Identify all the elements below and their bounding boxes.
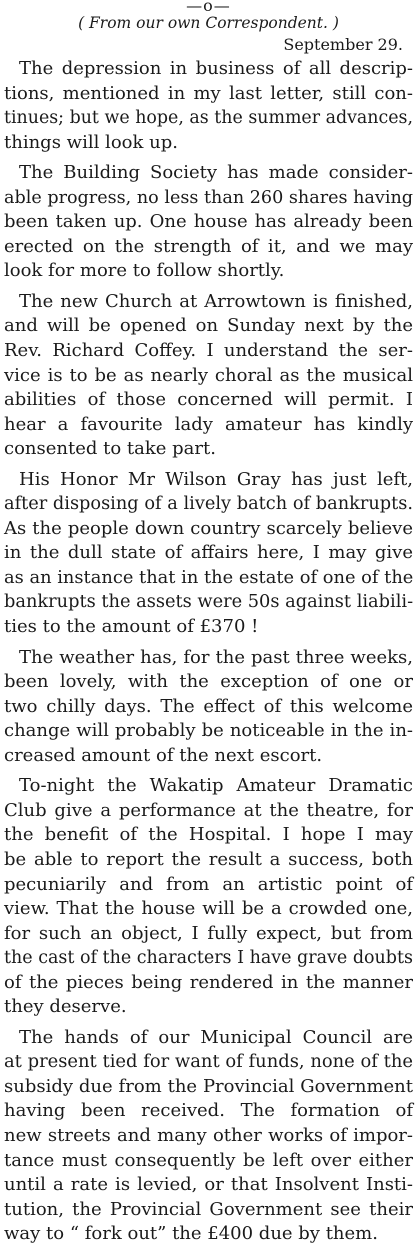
text-line: The weather has, for the past three weeks, (19, 646, 413, 668)
text-line: as an instance that in the estate of one of the (4, 566, 414, 588)
text-line: be able to report the result a success, both (4, 848, 413, 870)
text-line: look for more to follow shortly. (4, 260, 285, 282)
text-line: new streets and many other works of impor- (4, 1124, 413, 1146)
text-line: in the dull state of affairs here, I may give (4, 542, 413, 564)
text-line: change will probably be noticeable in the in- (4, 720, 413, 742)
text-line: hear a favourite lady amateur has kindly (4, 413, 413, 435)
article-paragraph (4, 468, 413, 640)
text-line: consented to take part. (4, 438, 216, 460)
article-paragraph (4, 290, 413, 462)
text-line: erected on the strength of it, and we may (4, 235, 413, 257)
text-line: As the people down country scarcely believe (4, 517, 413, 539)
text-line: been taken up. One house has already been (4, 211, 413, 233)
text-line: tution, the Provincial Government see their (4, 1198, 413, 1220)
text-line: able progress, no less than 260 shares having (4, 187, 413, 208)
article-paragraph (4, 57, 413, 155)
text-line: having been received. The formation of (4, 1100, 413, 1122)
text-line: subsidy due from the Provincial Government (4, 1075, 413, 1097)
news-column (4, 0, 413, 1253)
text-line: The hands of our Municipal Council are (19, 1026, 413, 1048)
text-line: they deserve. (4, 996, 127, 1018)
text-line: tions, mentioned in my last letter, still con- (4, 82, 413, 104)
text-line: tance must consequently be left over either (4, 1149, 413, 1171)
text-line: the cast of the characters I have grave doubts (4, 948, 413, 969)
text-line: for such an object, I fully expect, but from (4, 922, 413, 944)
text-line: the benefit of the Hospital. I hope I may (4, 824, 413, 846)
text-line: bankrupts the assets were 50s against liabili- (4, 591, 414, 613)
text-line: Rev. Richard Coffey. I understand the ser- (4, 340, 413, 362)
text-line: tinues; but we hope, as the summer advances, (4, 108, 413, 129)
text-line: The new Church at Arrowtown is finished, (19, 290, 413, 312)
article-paragraph (4, 1026, 413, 1247)
text-line: of the pieces being rendered in the manner (4, 971, 413, 993)
text-line: His Honor Mr Wilson Gray has just left, (19, 468, 413, 490)
text-line: until a rate is levied, or that Insolvent Insti- (4, 1174, 413, 1196)
text-line: abilities of those concerned will permit. I (4, 389, 413, 411)
text-line: pecuniarily and from an artistic point of (4, 873, 413, 895)
dateline: September 29. (283, 35, 403, 54)
text-line: two chilly days. The effect of this welcome (4, 695, 413, 717)
text-line: way to “ fork out” the £400 due by them. (4, 1223, 378, 1245)
text-line: The depression in business of all descrip- (19, 58, 413, 79)
text-line: view. That the house will be a crowded one, (4, 898, 413, 920)
text-line: after disposing of a lively batch of bankrupts. (4, 494, 413, 515)
article-paragraph (4, 774, 413, 1019)
text-line: creased amount of the next escort. (4, 744, 323, 766)
text-line: been lovely, with the exception of one or (4, 671, 413, 693)
text-line: things will look up. (4, 131, 178, 153)
article-body (4, 57, 413, 1247)
text-line: ties to the amount of £370 ! (4, 616, 259, 638)
text-line: at present tied for want of funds, none of the (4, 1051, 413, 1073)
text-line: The Building Society has made consider- (19, 162, 413, 184)
article-paragraph (4, 161, 413, 284)
correspondent-byline: ( From our own Correspondent. ) (78, 14, 339, 32)
text-line: and will be opened on Sunday next by the (4, 315, 413, 337)
article-paragraph (4, 646, 413, 769)
section-divider: —o— (186, 0, 231, 15)
text-line: vice is to be as nearly choral as the musical (4, 364, 413, 386)
text-line: Club give a performance at the theatre, for (4, 799, 413, 821)
text-line: To-night the Wakatip Amateur Dramatic (19, 775, 413, 797)
